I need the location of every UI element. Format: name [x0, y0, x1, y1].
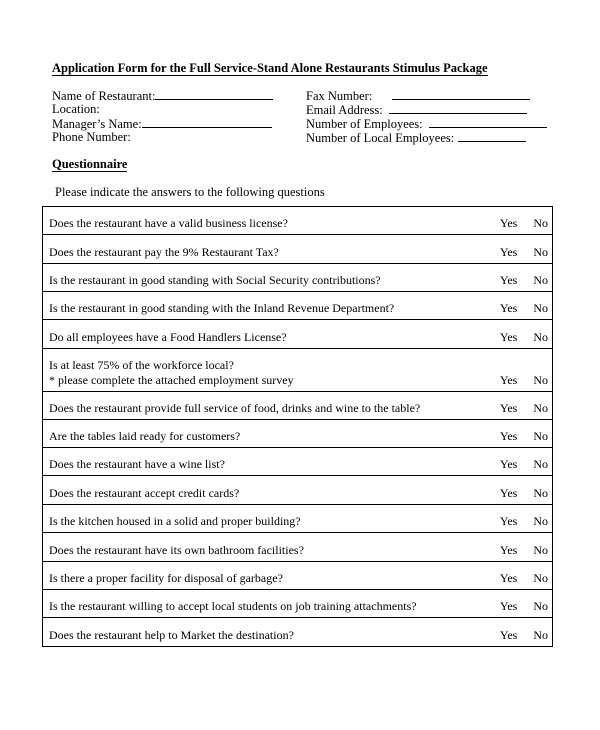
question-text-cell: [43, 476, 487, 505]
question-text-cell: [43, 392, 487, 420]
manager-name-line[interactable]: [142, 116, 272, 128]
question-text-line: Is there a proper facility for disposal of garbage?: [49, 571, 283, 585]
question-text-line: Does the restaurant have a valid business license?: [49, 216, 288, 230]
no-option[interactable]: No: [533, 628, 548, 642]
no-option[interactable]: No: [533, 571, 548, 585]
question-text-line: Does the restaurant provide full service of food, drinks and wine to the table?: [49, 401, 421, 415]
question-row: [43, 533, 553, 562]
no-option[interactable]: No: [533, 401, 548, 415]
no-option[interactable]: No: [533, 373, 548, 387]
yes-option[interactable]: Yes: [499, 571, 518, 585]
location-label: Location:: [52, 102, 100, 116]
phone-number-field[interactable]: [52, 130, 131, 144]
question-text-line: Is the restaurant willing to accept local students on job training attachments?: [49, 599, 417, 613]
yes-option[interactable]: Yes: [499, 330, 518, 344]
no-option[interactable]: No: [533, 457, 548, 471]
question-text-cell: [43, 505, 487, 533]
question-row: [43, 476, 553, 505]
question-text-cell: [43, 590, 487, 618]
no-option[interactable]: No: [533, 245, 548, 259]
number-of-local-employees-line[interactable]: [458, 130, 526, 142]
questionnaire-table: [42, 206, 553, 647]
question-text-line: Does the restaurant help to Market the destination?: [49, 628, 294, 642]
question-text-cell: [43, 292, 487, 320]
form-title: Application Form for the Full Service-Stand Alone Restaurants Stimulus Package: [52, 61, 488, 75]
yes-option[interactable]: Yes: [499, 401, 518, 415]
question-text-cell: [43, 448, 487, 476]
answer-cell: [487, 618, 553, 647]
question-text-line: Do all employees have a Food Handlers License?: [49, 330, 287, 344]
email-address-field[interactable]: [306, 102, 527, 117]
yes-option[interactable]: Yes: [499, 245, 518, 259]
question-row: [43, 264, 553, 292]
no-option[interactable]: No: [533, 273, 548, 287]
no-option[interactable]: No: [533, 330, 548, 344]
answer-cell: [487, 392, 553, 420]
no-option[interactable]: No: [533, 599, 548, 613]
no-option[interactable]: No: [533, 429, 548, 443]
number-of-employees-line[interactable]: [429, 116, 547, 128]
question-text-cell: [43, 320, 487, 349]
question-text-cell: [43, 562, 487, 590]
manager-name-label: Manager’s Name:: [52, 117, 142, 131]
question-text-line: Is the kitchen housed in a solid and proper building?: [49, 514, 301, 528]
answer-cell: [487, 264, 553, 292]
fax-number-line[interactable]: [392, 88, 530, 100]
email-address-label: Email Address:: [306, 103, 383, 117]
question-row: [43, 448, 553, 476]
question-row: [43, 590, 553, 618]
restaurant-name-line[interactable]: [155, 88, 273, 100]
yes-option[interactable]: Yes: [499, 216, 518, 230]
number-of-local-employees-field[interactable]: [306, 130, 526, 145]
question-row: [43, 207, 553, 235]
number-of-local-employees-label: Number of Local Employees:: [306, 131, 455, 145]
question-text-cell: [43, 420, 487, 448]
question-text-line: Is the restaurant in good standing with the Inland Revenue Department?: [49, 301, 395, 315]
no-option[interactable]: No: [533, 216, 548, 230]
question-text-line: Does the restaurant pay the 9% Restaurant Tax?: [49, 245, 279, 259]
question-row: [43, 320, 553, 349]
yes-option[interactable]: Yes: [499, 429, 518, 443]
manager-name-field[interactable]: [52, 116, 272, 131]
answer-cell: [487, 207, 553, 235]
answer-cell: [487, 476, 553, 505]
email-address-line[interactable]: [389, 102, 527, 114]
answer-cell: [487, 533, 553, 562]
restaurant-name-label: Name of Restaurant:: [52, 89, 156, 103]
question-text-cell: [43, 349, 487, 392]
answer-cell: [487, 590, 553, 618]
question-row: [43, 618, 553, 647]
yes-option[interactable]: Yes: [499, 301, 518, 315]
answer-cell: [487, 505, 553, 533]
yes-option[interactable]: Yes: [499, 457, 518, 471]
question-text-cell: [43, 207, 487, 235]
question-text-cell: [43, 264, 487, 292]
question-row: [43, 420, 553, 448]
question-text-line: Is at least 75% of the workforce local?: [49, 358, 234, 372]
question-row: [43, 349, 553, 392]
location-field[interactable]: [52, 102, 100, 116]
question-row: [43, 292, 553, 320]
yes-option[interactable]: Yes: [499, 599, 518, 613]
answer-cell: [487, 235, 553, 264]
number-of-employees-label: Number of Employees:: [306, 117, 423, 131]
answer-cell: [487, 292, 553, 320]
yes-option[interactable]: Yes: [499, 514, 518, 528]
yes-option[interactable]: Yes: [499, 373, 518, 387]
answer-cell: [487, 420, 553, 448]
question-text-line: Does the restaurant have its own bathroom facilities?: [49, 543, 304, 557]
answer-cell: [487, 320, 553, 349]
answer-cell: [487, 562, 553, 590]
yes-option[interactable]: Yes: [499, 628, 518, 642]
answer-cell: [487, 448, 553, 476]
question-text-line: Is the restaurant in good standing with Social Security contributions?: [49, 273, 381, 287]
no-option[interactable]: No: [533, 514, 548, 528]
question-row: [43, 392, 553, 420]
question-text-line: * please complete the attached employment survey: [49, 373, 294, 387]
question-text-line: Does the restaurant accept credit cards?: [49, 486, 240, 500]
yes-option[interactable]: Yes: [499, 543, 518, 557]
answer-cell: [487, 349, 553, 392]
question-text-cell: [43, 533, 487, 562]
questionnaire-heading: Questionnaire: [52, 157, 128, 171]
fax-number-field[interactable]: [306, 88, 530, 103]
yes-option[interactable]: Yes: [499, 486, 518, 500]
no-option[interactable]: No: [533, 301, 548, 315]
phone-number-label: Phone Number:: [52, 130, 131, 144]
question-row: [43, 505, 553, 533]
number-of-employees-field[interactable]: [306, 116, 547, 131]
question-row: [43, 562, 553, 590]
restaurant-name-field[interactable]: [52, 88, 273, 103]
question-text-line: Are the tables laid ready for customers?: [49, 429, 241, 443]
question-text-line: Does the restaurant have a wine list?: [49, 457, 225, 471]
questionnaire-instructions: Please indicate the answers to the following questions: [55, 185, 325, 199]
question-row: [43, 235, 553, 264]
no-option[interactable]: No: [533, 543, 548, 557]
question-text-cell: [43, 618, 487, 647]
yes-option[interactable]: Yes: [499, 273, 518, 287]
fax-number-label: Fax Number:: [306, 89, 373, 103]
question-text-cell: [43, 235, 487, 264]
no-option[interactable]: No: [533, 486, 548, 500]
